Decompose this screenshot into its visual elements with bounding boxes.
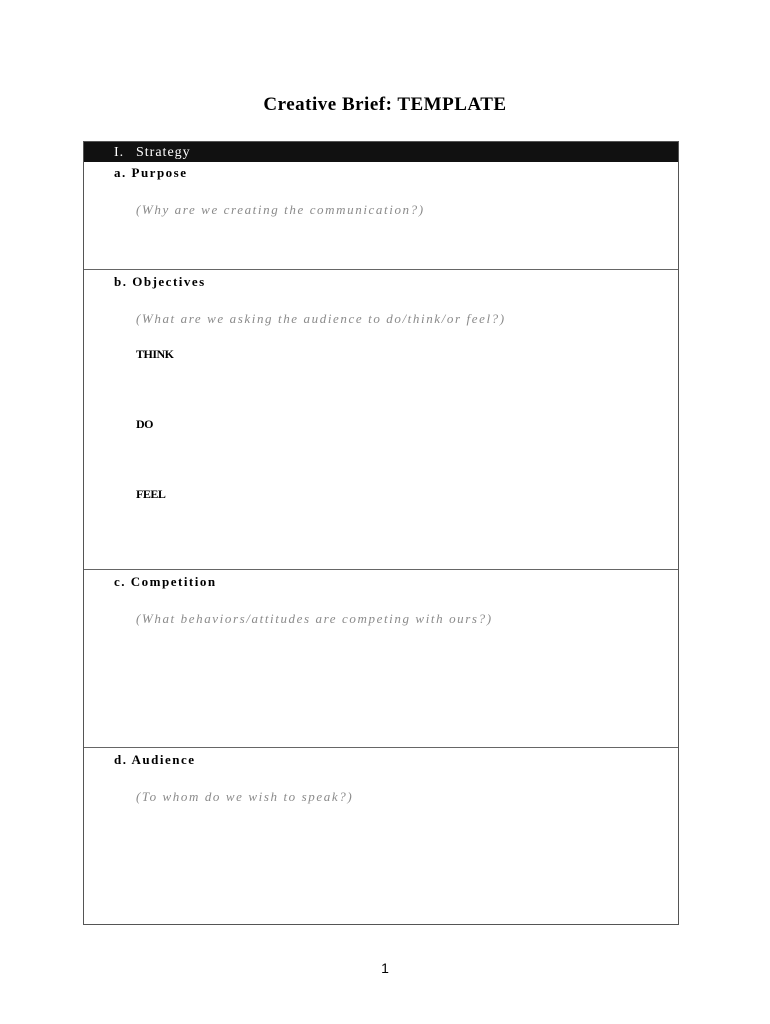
purpose-prompt: (Why are we creating the communication?) — [136, 202, 425, 217]
objectives-prompt: (What are we asking the audience to do/think/or feel?) — [136, 311, 506, 326]
objectives-heading: b. Objectives — [114, 274, 206, 289]
competition-heading: c. Competition — [114, 574, 217, 589]
page-number: 1 — [381, 960, 389, 976]
section-header-strategy — [84, 142, 678, 162]
purpose-heading: a. Purpose — [114, 165, 188, 180]
document-title: Creative Brief: TEMPLATE — [263, 94, 507, 115]
section-number: I. — [114, 145, 125, 160]
objectives-cell — [84, 269, 678, 570]
objectives-think-label: THINK — [136, 347, 174, 361]
objectives-do-label: DO — [136, 417, 153, 431]
purpose-cell — [84, 162, 678, 270]
competition-cell — [84, 569, 678, 748]
audience-prompt: (To whom do we wish to speak?) — [136, 789, 354, 804]
objectives-feel-label: FEEL — [136, 487, 166, 501]
audience-heading: d. Audience — [114, 752, 196, 767]
section-label: Strategy — [136, 145, 191, 160]
audience-cell — [84, 747, 678, 924]
competition-prompt: (What behaviors/attitudes are competing with ours?) — [136, 611, 493, 626]
creative-brief-table — [83, 141, 679, 925]
